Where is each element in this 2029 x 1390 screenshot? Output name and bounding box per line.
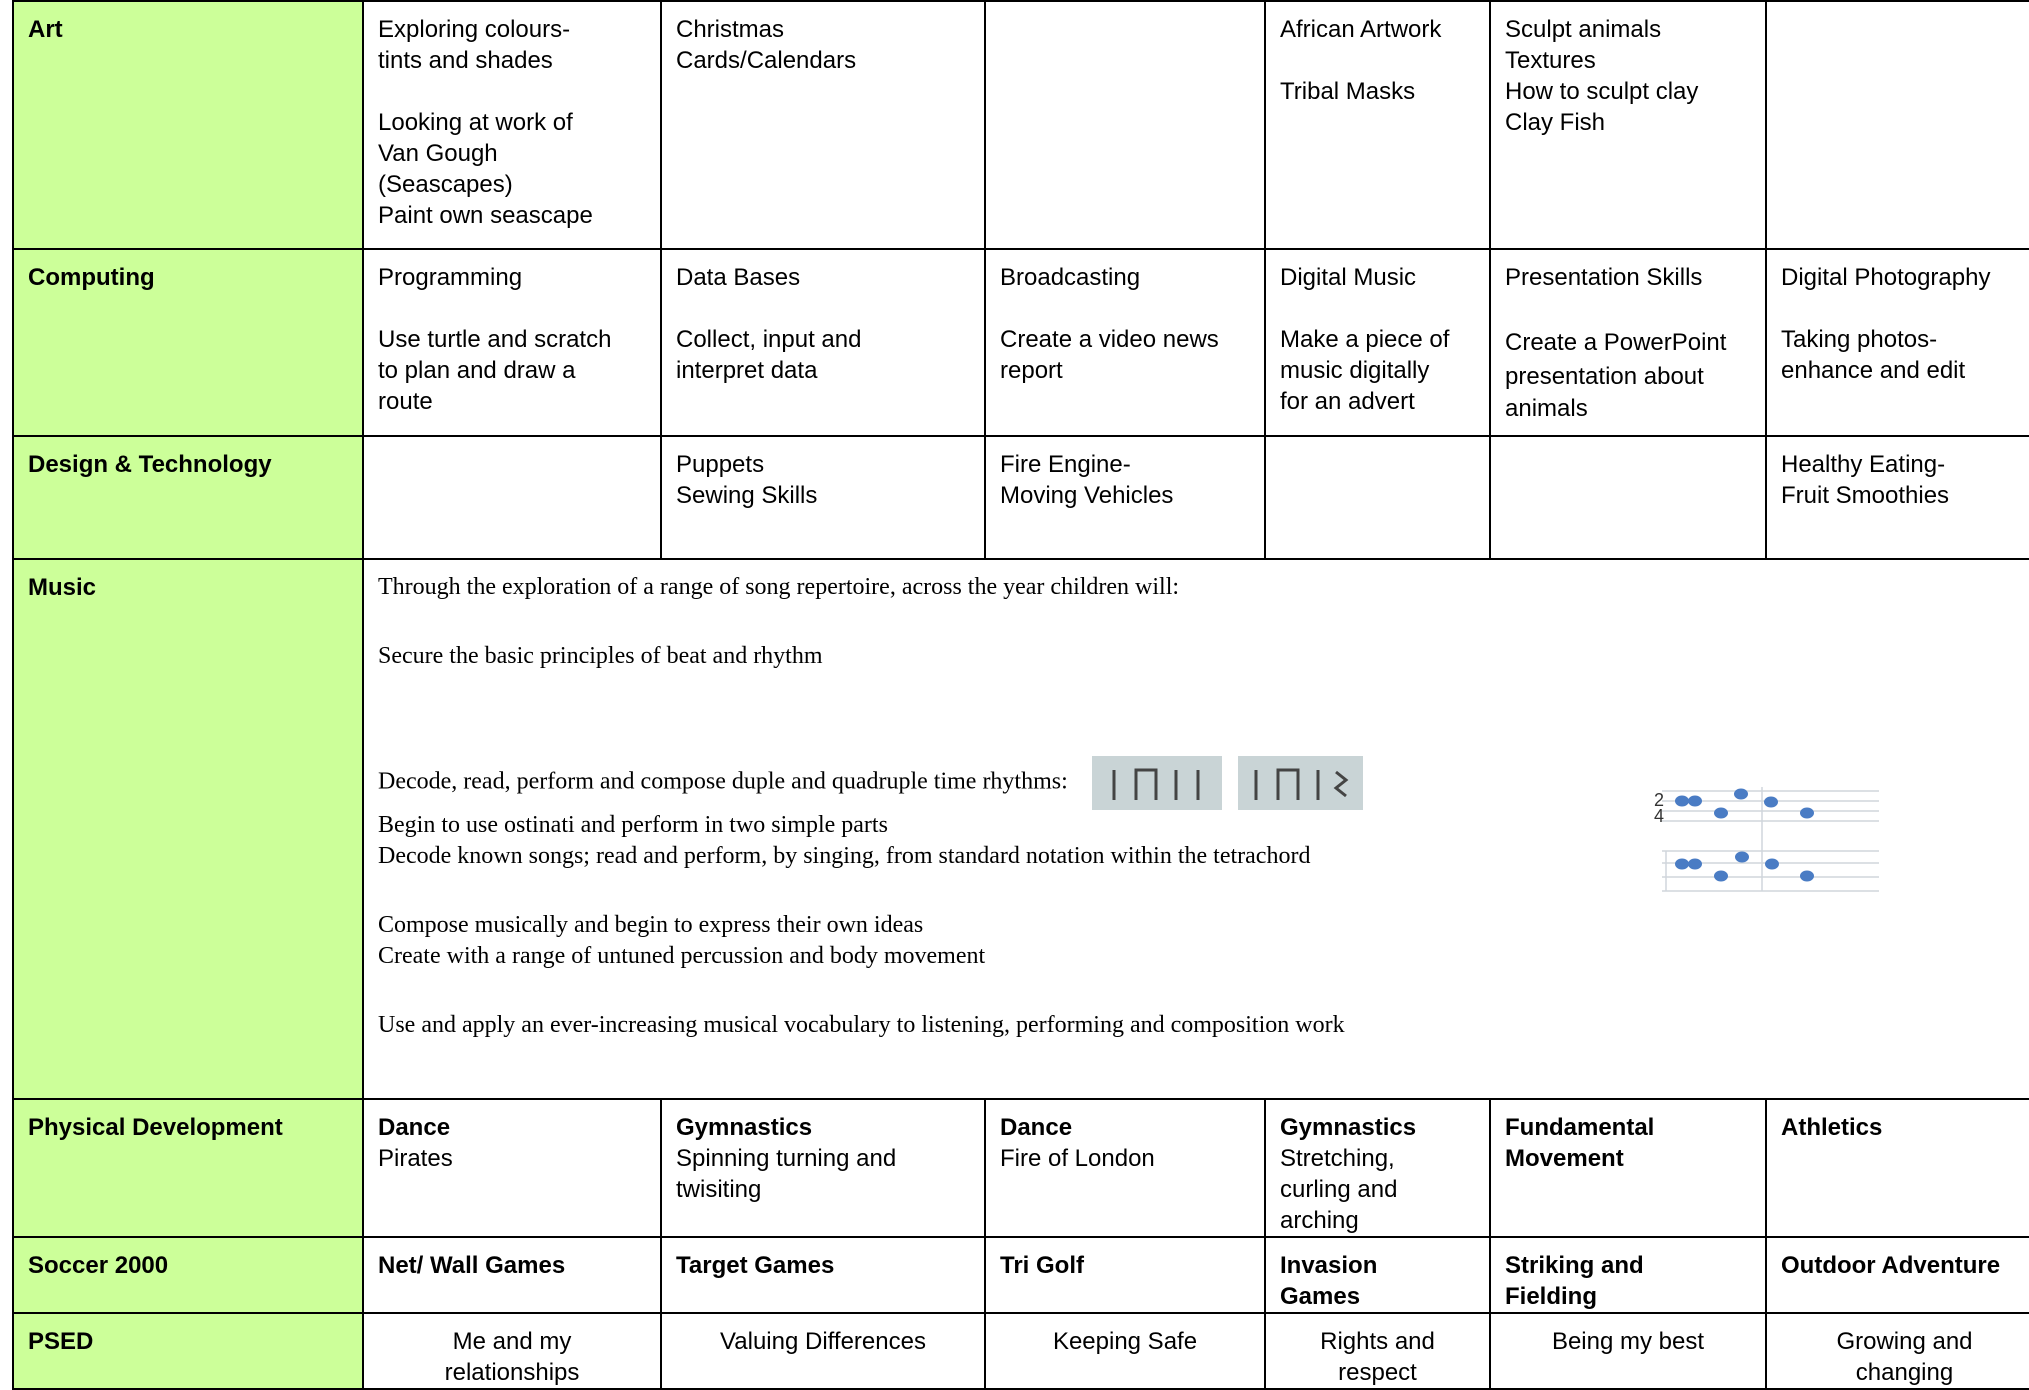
- computing-cell-1: Programming Use turtle and scratch to plan and draw a route: [363, 249, 661, 436]
- music-line: Use and apply an ever-increasing musical vocabulary to listening, performing and composition work: [378, 1012, 1345, 1038]
- psed-cell-5: Being my best: [1490, 1313, 1766, 1389]
- psed-cell-6: Growing and changing: [1766, 1313, 2029, 1389]
- art-cell-5: Sculpt animals Textures How to sculpt clay Clay Fish: [1490, 1, 1766, 249]
- psed-cell-2: Valuing Differences: [661, 1313, 985, 1389]
- stave-notation-image: [1654, 785, 1879, 895]
- pe-cell-2: Gymnastics Spinning turning and twisiting: [661, 1099, 985, 1237]
- psed-cell-1: Me and my relationships: [363, 1313, 661, 1389]
- time-signature-bottom: 4: [1654, 806, 1665, 826]
- soccer-cell-1: Net/ Wall Games: [363, 1237, 661, 1313]
- dt-cell-6: Healthy Eating- Fruit Smoothies: [1766, 436, 2029, 559]
- row-psed: [13, 1313, 2029, 1389]
- psed-cell-4: Rights and respect: [1265, 1313, 1490, 1389]
- art-cell-6: [1766, 1, 2029, 249]
- music-intro: Through the exploration of a range of song repertoire, across the year children will:: [378, 574, 1180, 600]
- dt-cell-3: Fire Engine- Moving Vehicles: [985, 436, 1265, 559]
- computing-cell-2: Data Bases Collect, input and interpret data: [661, 249, 985, 436]
- row-music: [13, 559, 2029, 1099]
- music-line: Compose musically and begin to express their own ideas: [378, 912, 924, 938]
- subject-art: Art: [13, 1, 363, 249]
- dt-cell-1: [363, 436, 661, 559]
- music-line: Decode known songs; read and perform, by singing, from standard notation within the tetrachord: [378, 843, 1311, 869]
- soccer-cell-2: Target Games: [661, 1237, 985, 1313]
- subject-music: Music: [13, 559, 363, 1099]
- art-cell-4: African Artwork Tribal Masks: [1265, 1, 1490, 249]
- row-pe: [13, 1099, 2029, 1237]
- pe-cell-4: Gymnastics Stretching, curling and arching: [1265, 1099, 1490, 1237]
- soccer-cell-6: Outdoor Adventure: [1766, 1237, 2029, 1313]
- music-line-rhythms: Decode, read, perform and compose duple and quadruple time rhythms:: [378, 756, 2028, 810]
- music-content: [363, 559, 2029, 1099]
- dt-cell-5: [1490, 436, 1766, 559]
- pe-cell-3: Dance Fire of London: [985, 1099, 1265, 1237]
- computing-cell-3: Broadcasting Create a video news report: [985, 249, 1265, 436]
- subject-computing: Computing: [13, 249, 363, 436]
- pe-cell-1: Dance Pirates: [363, 1099, 661, 1237]
- rhythm-image-2: [1238, 756, 1363, 810]
- rhythm-notation-images: [1092, 756, 1363, 810]
- pe-cell-6: Athletics: [1766, 1099, 2029, 1237]
- computing-cell-4: Digital Music Make a piece of music digitally for an advert: [1265, 249, 1490, 436]
- computing-cell-6: Digital Photography Taking photos- enhance and edit: [1766, 249, 2029, 436]
- curriculum-table: [12, 0, 2029, 1390]
- music-line: Secure the basic principles of beat and rhythm: [378, 643, 823, 669]
- art-cell-3: [985, 1, 1265, 249]
- time-signature-top: 2: [1654, 790, 1665, 810]
- row-soccer: [13, 1237, 2029, 1313]
- soccer-cell-5: Striking and Fielding: [1490, 1237, 1766, 1313]
- music-line: Create with a range of untuned percussion and body movement: [378, 943, 986, 969]
- row-computing: [13, 249, 2029, 436]
- soccer-cell-4: Invasion Games: [1265, 1237, 1490, 1313]
- row-dt: [13, 436, 2029, 559]
- computing-cell-5: Presentation Skills Create a PowerPoint presentation about animals: [1490, 249, 1766, 436]
- subject-psed: PSED: [13, 1313, 363, 1389]
- rhythm-image-1: [1092, 756, 1222, 810]
- row-art: [13, 1, 2029, 249]
- dt-cell-4: [1265, 436, 1490, 559]
- psed-cell-3: Keeping Safe: [985, 1313, 1265, 1389]
- soccer-cell-3: Tri Golf: [985, 1237, 1265, 1313]
- art-cell-1: Exploring colours- tints and shades Looking at work of Van Gough (Seascapes) Paint own seascape: [363, 1, 661, 249]
- music-line: Begin to use ostinati and perform in two simple parts: [378, 812, 888, 838]
- art-cell-2: Christmas Cards/Calendars: [661, 1, 985, 249]
- subject-pe: Physical Development: [13, 1099, 363, 1237]
- pe-cell-5: Fundamental Movement: [1490, 1099, 1766, 1237]
- subject-soccer: Soccer 2000: [13, 1237, 363, 1313]
- subject-dt: Design & Technology: [13, 436, 363, 559]
- dt-cell-2: Puppets Sewing Skills: [661, 436, 985, 559]
